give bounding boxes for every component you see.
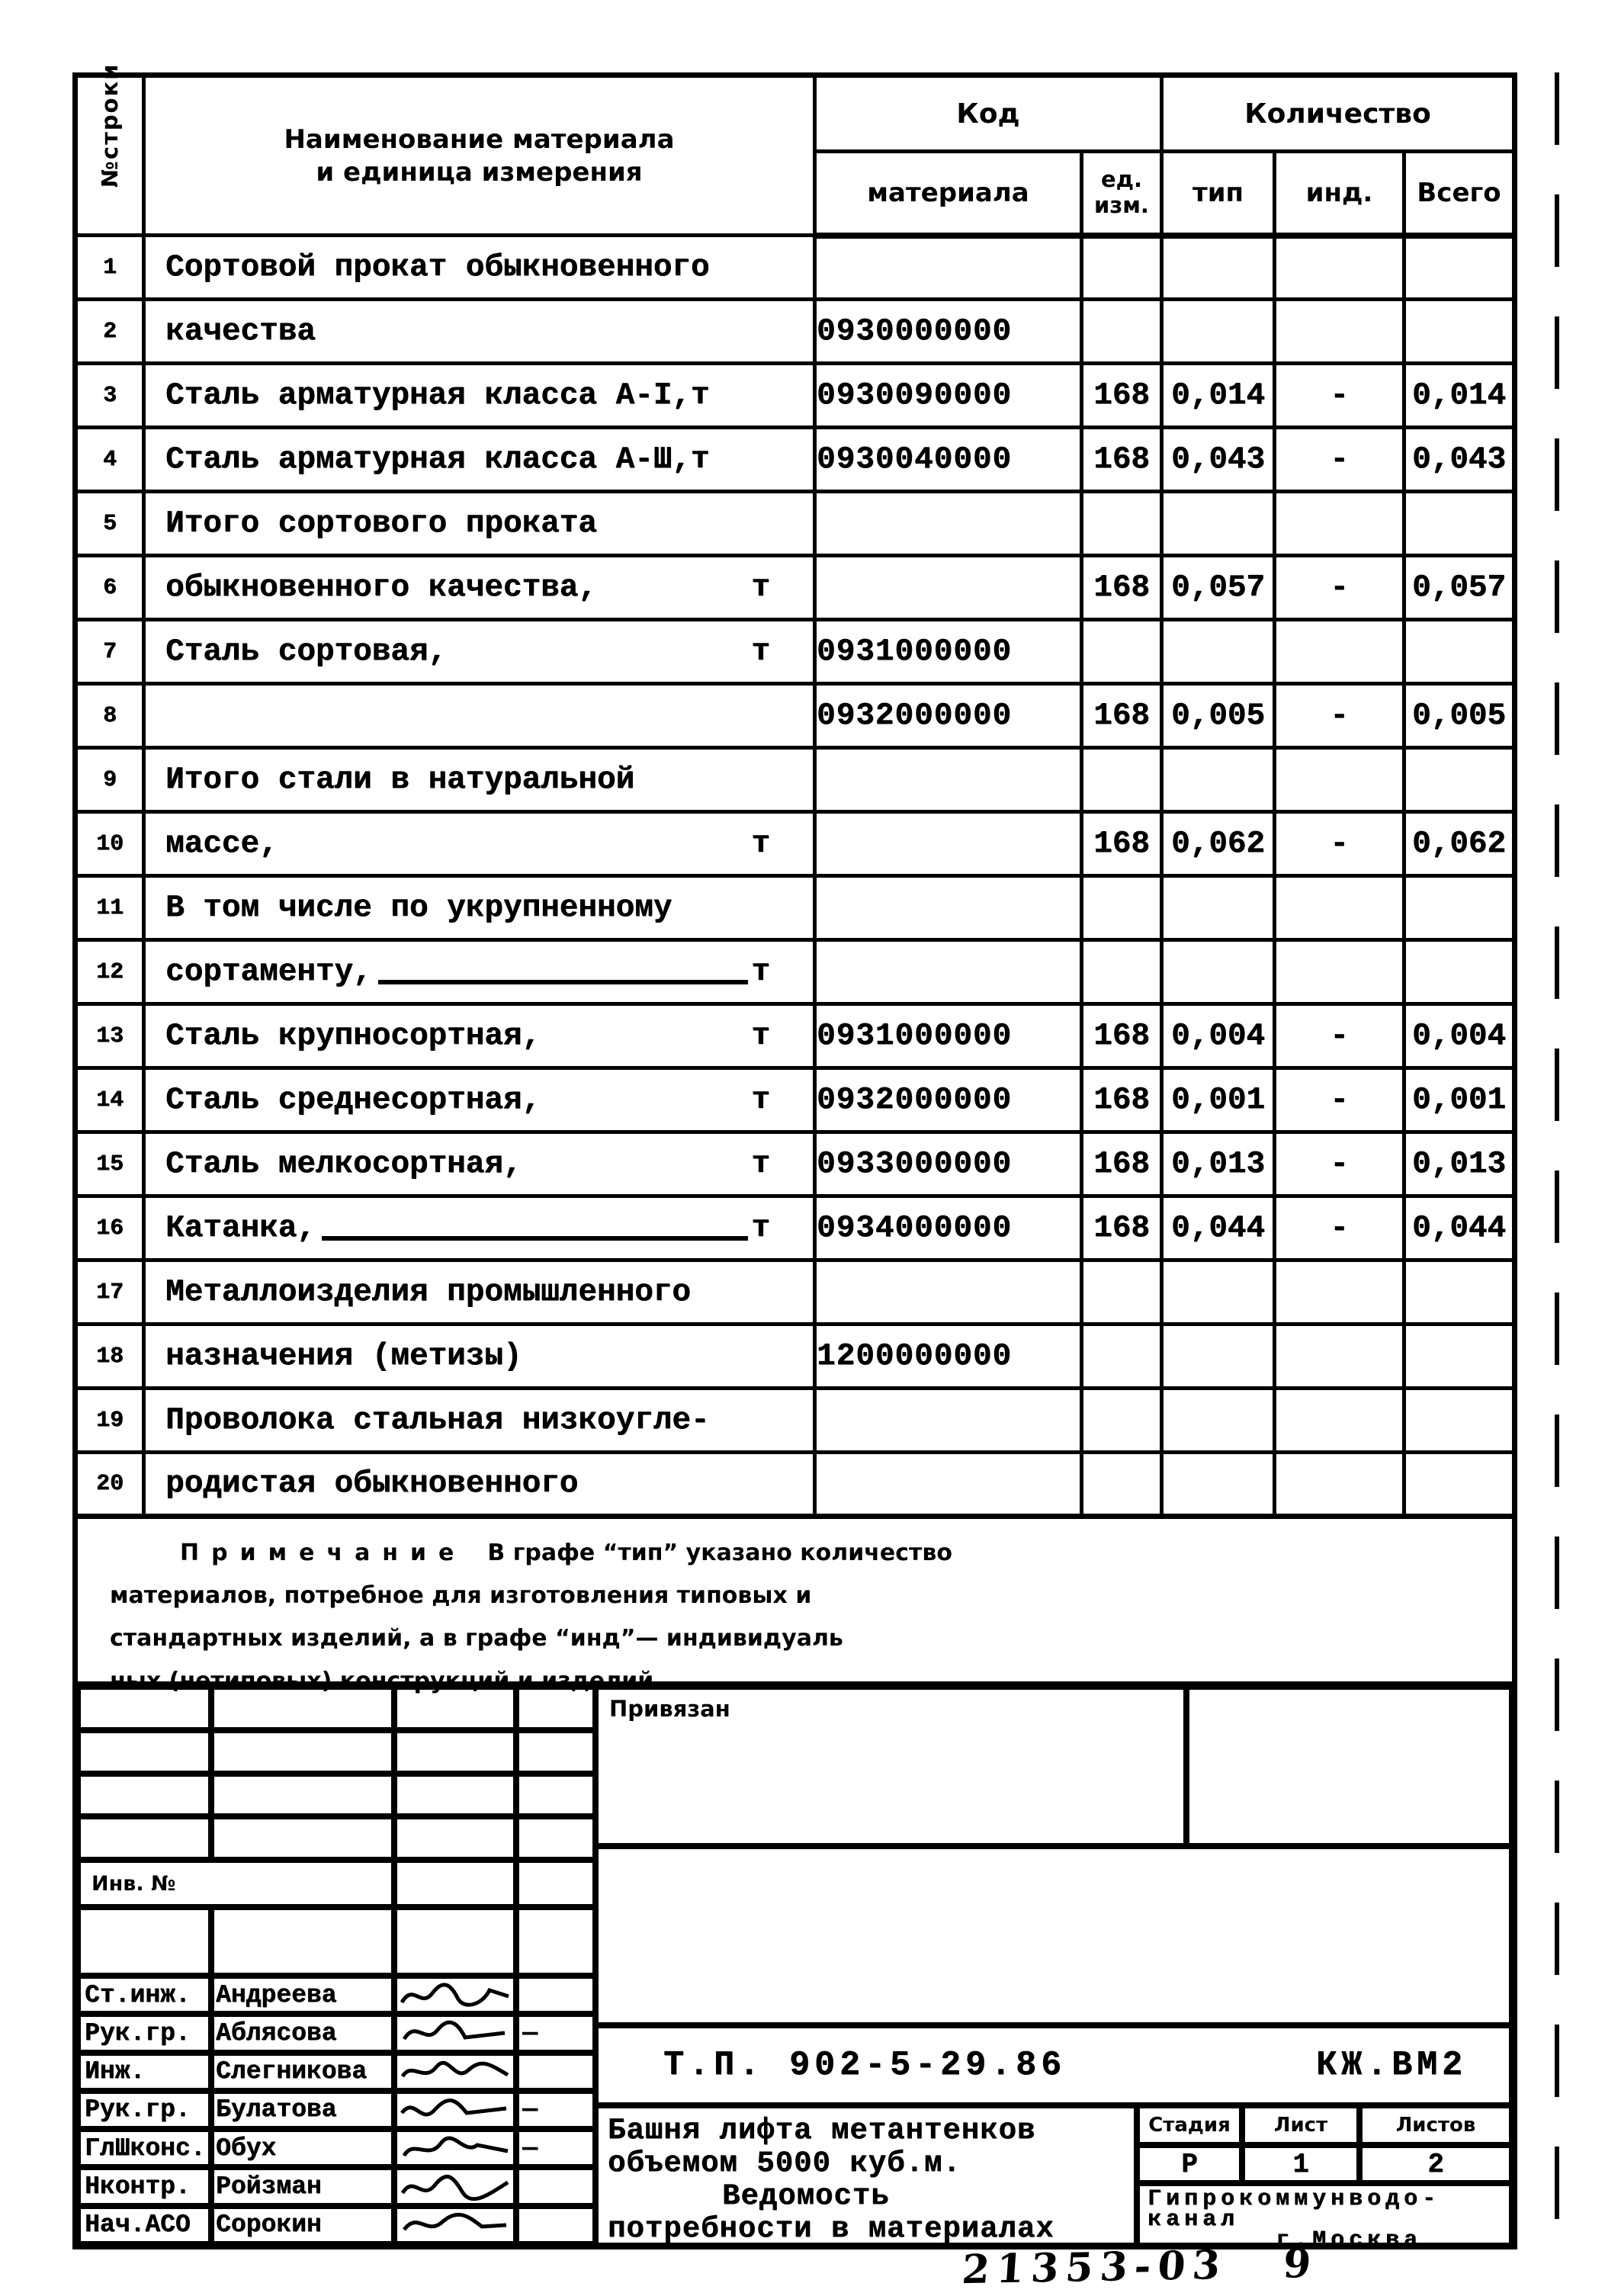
qty-type: 0,005	[1162, 684, 1275, 748]
row-number: 20	[75, 1453, 144, 1517]
qty-ind: -	[1275, 364, 1404, 428]
material-name-cell	[144, 1453, 815, 1517]
qty-type	[1162, 236, 1275, 300]
name-header-line1: Наименование материала	[284, 124, 675, 155]
material-unit: т	[751, 1146, 770, 1182]
material-unit: т	[751, 634, 770, 670]
qty-total	[1404, 1325, 1515, 1389]
material-name: сортаменту,	[165, 954, 372, 990]
signer-name: Аблясова	[211, 2014, 394, 2052]
material-name: Сталь арматурная класса А-Ш,т	[165, 442, 710, 477]
material-name: родистая обыкновенного	[165, 1466, 579, 1501]
unit-code	[1082, 620, 1162, 684]
signature-dash	[516, 2206, 595, 2244]
material-code: 0933000000	[815, 1132, 1082, 1196]
note-text: В графе “тип” указано количество	[487, 1540, 952, 1566]
material-name-cell	[144, 620, 815, 684]
signer-role: ГлШконс.	[78, 2129, 211, 2167]
table-row	[75, 1325, 1515, 1389]
spare-row	[78, 1907, 595, 1976]
unit-code	[1082, 876, 1162, 940]
table-row	[75, 748, 1515, 812]
privyazan-cell	[595, 1687, 1186, 1846]
qty-total	[1404, 748, 1515, 812]
row-number: 5	[75, 492, 144, 556]
qty-total: 0,057	[1404, 556, 1515, 620]
material-name: качества	[165, 313, 316, 349]
material-unit: т	[751, 826, 770, 862]
unit-code	[1082, 236, 1162, 300]
table-row	[75, 364, 1515, 428]
qty-ind: -	[1275, 812, 1404, 876]
signer-role: Нконтр.	[78, 2167, 211, 2205]
material-unit: т	[751, 1210, 770, 1246]
qty-ind-header: инд.	[1275, 152, 1404, 236]
organization-line: Гипрокоммунводо-	[1148, 2186, 1441, 2212]
sheet-header: Лист	[1242, 2105, 1359, 2145]
row-number: 12	[75, 940, 144, 1004]
material-name: Сталь сортовая,	[165, 634, 448, 670]
qty-ind: -	[1275, 1132, 1404, 1196]
organization-cell	[1137, 2183, 1512, 2253]
stage-header: Стадия	[1137, 2105, 1242, 2145]
qty-ind	[1275, 620, 1404, 684]
qty-ind: -	[1275, 556, 1404, 620]
material-name-cell	[144, 1004, 815, 1068]
unit-code: 168	[1082, 1004, 1162, 1068]
qty-total	[1404, 620, 1515, 684]
qty-total	[1404, 1389, 1515, 1453]
revision-grid	[78, 1687, 595, 1860]
signer-role: Рук.гр.	[78, 2091, 211, 2129]
signer-role: Нач.АСО	[78, 2206, 211, 2244]
unit-code	[1082, 1325, 1162, 1389]
unit-code: 168	[1082, 556, 1162, 620]
qty-type	[1162, 940, 1275, 1004]
signature-scribble	[394, 2053, 516, 2091]
table-row	[75, 876, 1515, 940]
material-name-cell	[144, 1260, 815, 1325]
row-number: 18	[75, 1325, 144, 1389]
unit-code	[1082, 1260, 1162, 1325]
material-code	[815, 556, 1082, 620]
qty-type	[1162, 620, 1275, 684]
signature-scribble	[394, 2014, 516, 2052]
material-name: обыкновенного качества,	[165, 570, 597, 605]
qty-ind	[1275, 876, 1404, 940]
unit-code: 168	[1082, 812, 1162, 876]
signature-table	[78, 1976, 595, 2244]
qty-total	[1404, 1260, 1515, 1325]
material-code: 0930090000	[815, 364, 1082, 428]
signature-dash	[516, 1976, 595, 2014]
row-number: 7	[75, 620, 144, 684]
code-group-header: Код	[815, 75, 1162, 152]
qty-type: 0,004	[1162, 1004, 1275, 1068]
signature-dash	[516, 2167, 595, 2205]
material-name-cell	[144, 300, 815, 364]
material-code: 0930000000	[815, 300, 1082, 364]
row-number: 17	[75, 1260, 144, 1325]
qty-total: 0,001	[1404, 1068, 1515, 1132]
table-row	[75, 1004, 1515, 1068]
material-code: 0931000000	[815, 1004, 1082, 1068]
unit-code	[1082, 1453, 1162, 1517]
row-number: 1	[75, 236, 144, 300]
privyazan-label: Привязан	[609, 1696, 730, 1722]
row-number: 19	[75, 1389, 144, 1453]
signer-name: Обух	[211, 2129, 394, 2167]
material-code: 0932000000	[815, 1068, 1082, 1132]
material-name: В том числе по укрупненному	[165, 890, 672, 926]
project-line: объемом 5000 куб.м.	[608, 2147, 961, 2180]
spare-wide-cell	[595, 1846, 1512, 2025]
inventory-row	[78, 1860, 595, 1907]
sheet-code: КЖ.ВМ2	[1315, 2046, 1467, 2085]
material-name-cell	[144, 1325, 815, 1389]
table-header	[75, 63, 1515, 236]
row-number: 4	[75, 428, 144, 492]
qty-type	[1162, 1389, 1275, 1453]
material-name-cell	[144, 1132, 815, 1196]
material-code	[815, 1389, 1082, 1453]
material-name-cell	[144, 748, 815, 812]
unit-code	[1082, 748, 1162, 812]
signer-name: Андреева	[211, 1976, 394, 2014]
signer-name: Слегникова	[211, 2053, 394, 2091]
table-row	[75, 1068, 1515, 1132]
qty-type: 0,001	[1162, 1068, 1275, 1132]
stage-value: Р	[1137, 2145, 1242, 2183]
material-name-cell	[144, 1068, 815, 1132]
material-code	[815, 876, 1082, 940]
project-line: Ведомость	[722, 2179, 890, 2213]
row-no-header	[75, 63, 144, 236]
note-line: материалов, потребное для изготовления типовых и	[110, 1582, 812, 1609]
qty-total: 0,043	[1404, 428, 1515, 492]
signer-role: Рук.гр.	[78, 2014, 211, 2052]
qty-ind	[1275, 236, 1404, 300]
signer-name: Сорокин	[211, 2206, 394, 2244]
table-row	[75, 1132, 1515, 1196]
qty-type	[1162, 1453, 1275, 1517]
material-name-cell	[144, 812, 815, 876]
inventory-number-label: Инв. №	[78, 1860, 394, 1907]
qty-type: 0,062	[1162, 812, 1275, 876]
qty-ind: -	[1275, 1068, 1404, 1132]
project-line: Башня лифта метантенков	[608, 2114, 1036, 2147]
material-name: Катанка,	[165, 1210, 316, 1246]
material-name: Сталь крупносортная,	[165, 1018, 541, 1054]
signature-dash: —	[516, 2091, 595, 2129]
signature-scribble	[394, 2167, 516, 2205]
name-header-line2: и единица измерения	[316, 156, 643, 188]
material-code	[815, 940, 1082, 1004]
material-name: Сталь арматурная класса А-I,т	[165, 377, 710, 413]
code-unit-header: ед. изм.	[1082, 152, 1162, 236]
table-row	[75, 1196, 1515, 1260]
qty-type	[1162, 300, 1275, 364]
note-line	[110, 1532, 1512, 1575]
signer-name: Булатова	[211, 2091, 394, 2129]
material-code	[815, 236, 1082, 300]
qty-total: 0,013	[1404, 1132, 1515, 1196]
material-code: 0930040000	[815, 428, 1082, 492]
material-unit: т	[751, 954, 770, 990]
qty-total	[1404, 876, 1515, 940]
signature-dash: —	[516, 2014, 595, 2052]
qty-total	[1404, 1453, 1515, 1517]
row-number: 15	[75, 1132, 144, 1196]
row-number: 2	[75, 300, 144, 364]
handwritten-page: 9	[1281, 2240, 1320, 2288]
handwritten-number	[961, 2240, 1320, 2293]
row-no-header-label: №строки	[97, 63, 123, 188]
material-name: Сталь мелкосортная,	[165, 1146, 522, 1182]
row-number: 3	[75, 364, 144, 428]
note	[72, 1514, 1517, 1694]
table-row	[75, 812, 1515, 876]
unit-code: 168	[1082, 1132, 1162, 1196]
unit-code: 168	[1082, 364, 1162, 428]
material-unit: т	[751, 570, 770, 605]
signature-dash: —	[516, 2129, 595, 2167]
row-number: 6	[75, 556, 144, 620]
signature-scribble	[394, 2206, 516, 2244]
qty-ind: -	[1275, 1004, 1404, 1068]
material-name-cell	[144, 236, 815, 300]
qty-ind	[1275, 1260, 1404, 1325]
qty-type: 0,013	[1162, 1132, 1275, 1196]
table-row	[75, 556, 1515, 620]
handwritten-code: 21353-03	[960, 2242, 1229, 2294]
unit-code: 168	[1082, 428, 1162, 492]
qty-total: 0,005	[1404, 684, 1515, 748]
table-row	[75, 1453, 1515, 1517]
qty-total	[1404, 236, 1515, 300]
material-name-cell	[144, 428, 815, 492]
unit-code	[1082, 1389, 1162, 1453]
row-number: 9	[75, 748, 144, 812]
qty-type: 0,043	[1162, 428, 1275, 492]
table-row	[75, 940, 1515, 1004]
qty-ind	[1275, 1453, 1404, 1517]
qty-ind: -	[1275, 1196, 1404, 1260]
table-row	[75, 236, 1515, 300]
material-name-cell	[144, 492, 815, 556]
unit-code	[1082, 492, 1162, 556]
qty-total: 0,044	[1404, 1196, 1515, 1260]
table-row	[75, 1260, 1515, 1325]
row-number: 13	[75, 1004, 144, 1068]
sheet-value: 1	[1242, 2145, 1359, 2183]
row-number: 8	[75, 684, 144, 748]
qty-type	[1162, 748, 1275, 812]
signature-scribble	[394, 1976, 516, 2014]
signature-scribble	[394, 2129, 516, 2167]
unit-code: 168	[1082, 1196, 1162, 1260]
qty-type: 0,014	[1162, 364, 1275, 428]
ruled-fill	[378, 960, 749, 984]
material-name-cell	[144, 556, 815, 620]
qty-type: 0,057	[1162, 556, 1275, 620]
document-code-row	[595, 2025, 1512, 2105]
qty-total	[1404, 940, 1515, 1004]
table-row	[75, 492, 1515, 556]
qty-ind	[1275, 1389, 1404, 1453]
material-code	[815, 812, 1082, 876]
material-name-cell	[144, 1389, 815, 1453]
qty-ind	[1275, 300, 1404, 364]
title-block	[72, 1681, 1517, 2253]
material-name-cell	[144, 876, 815, 940]
row-number: 16	[75, 1196, 144, 1260]
unit-code: 168	[1082, 684, 1162, 748]
row-number: 14	[75, 1068, 144, 1132]
material-code	[815, 748, 1082, 812]
document-code: Т.П. 902-5-29.86	[663, 2046, 1067, 2085]
qty-group-header: Количество	[1162, 75, 1515, 152]
material-name-cell	[144, 1196, 815, 1260]
material-unit: т	[751, 1018, 770, 1054]
sheet-frame-right-line	[1555, 72, 1559, 2252]
qty-type	[1162, 1260, 1275, 1325]
signer-name: Ройзман	[211, 2167, 394, 2205]
material-name: Сортовой прокат обыкновенного	[165, 249, 710, 285]
material-code: 0932000000	[815, 684, 1082, 748]
material-name: назначения (метизы)	[165, 1338, 522, 1374]
material-name: массе,	[165, 826, 278, 862]
organization-line: канал	[1148, 2207, 1240, 2233]
signature-dash	[516, 2053, 595, 2091]
material-code: 0931000000	[815, 620, 1082, 684]
qty-ind	[1275, 940, 1404, 1004]
row-number: 11	[75, 876, 144, 940]
qty-type-header: тип	[1162, 152, 1275, 236]
sheets-value: 2	[1359, 2145, 1512, 2183]
name-header	[144, 75, 815, 236]
unit-code	[1082, 940, 1162, 1004]
qty-type	[1162, 1325, 1275, 1389]
qty-ind	[1275, 1325, 1404, 1389]
qty-type	[1162, 876, 1275, 940]
material-name-cell	[144, 364, 815, 428]
material-name: Проволока стальная низкоугле-	[165, 1402, 710, 1438]
qty-total: 0,004	[1404, 1004, 1515, 1068]
material-code: 1200000000	[815, 1325, 1082, 1389]
sheets-header: Листов	[1359, 2105, 1512, 2145]
signature-scribble	[394, 2091, 516, 2129]
material-name: Сталь среднесортная,	[165, 1082, 541, 1118]
privyazan-spare-cell	[1186, 1687, 1512, 1846]
note-line: ных (нетиповых) конструкций и изделий	[110, 1668, 654, 1694]
table-row	[75, 428, 1515, 492]
material-name: Итого стали в натуральной	[165, 762, 635, 798]
qty-ind	[1275, 748, 1404, 812]
table-row	[75, 684, 1515, 748]
material-code	[815, 492, 1082, 556]
ruled-fill	[322, 1216, 749, 1241]
qty-ind: -	[1275, 684, 1404, 748]
qty-total-header: Всего	[1404, 152, 1515, 236]
material-name: Металлоизделия промышленного	[165, 1274, 691, 1310]
material-code: 0934000000	[815, 1196, 1082, 1260]
material-name-cell	[144, 684, 815, 748]
material-code	[815, 1260, 1082, 1325]
note-line: стандартных изделий, а в графе “инд”— индивидуаль	[110, 1625, 843, 1652]
project-title-cell	[595, 2105, 1137, 2246]
material-unit: т	[751, 1082, 770, 1118]
qty-type	[1162, 492, 1275, 556]
qty-total	[1404, 300, 1515, 364]
unit-code	[1082, 300, 1162, 364]
table-row	[75, 620, 1515, 684]
row-number: 10	[75, 812, 144, 876]
signer-role: Ст.инж.	[78, 1976, 211, 2014]
signer-role: Инж.	[78, 2053, 211, 2091]
organization-line: г.Москва	[1276, 2227, 1423, 2253]
unit-code: 168	[1082, 1068, 1162, 1132]
code-material-header: материала	[815, 152, 1082, 236]
table-row	[75, 300, 1515, 364]
qty-total: 0,014	[1404, 364, 1515, 428]
materials-table	[72, 63, 1517, 1519]
qty-ind	[1275, 492, 1404, 556]
note-label: Примечание	[180, 1540, 467, 1566]
qty-total	[1404, 492, 1515, 556]
material-name: Итого сортового проката	[165, 506, 597, 541]
material-code	[815, 1453, 1082, 1517]
material-name-cell	[144, 940, 815, 1004]
qty-total: 0,062	[1404, 812, 1515, 876]
qty-ind: -	[1275, 428, 1404, 492]
qty-type: 0,044	[1162, 1196, 1275, 1260]
table-row	[75, 1389, 1515, 1453]
project-line: потребности в материалах	[608, 2212, 1054, 2246]
